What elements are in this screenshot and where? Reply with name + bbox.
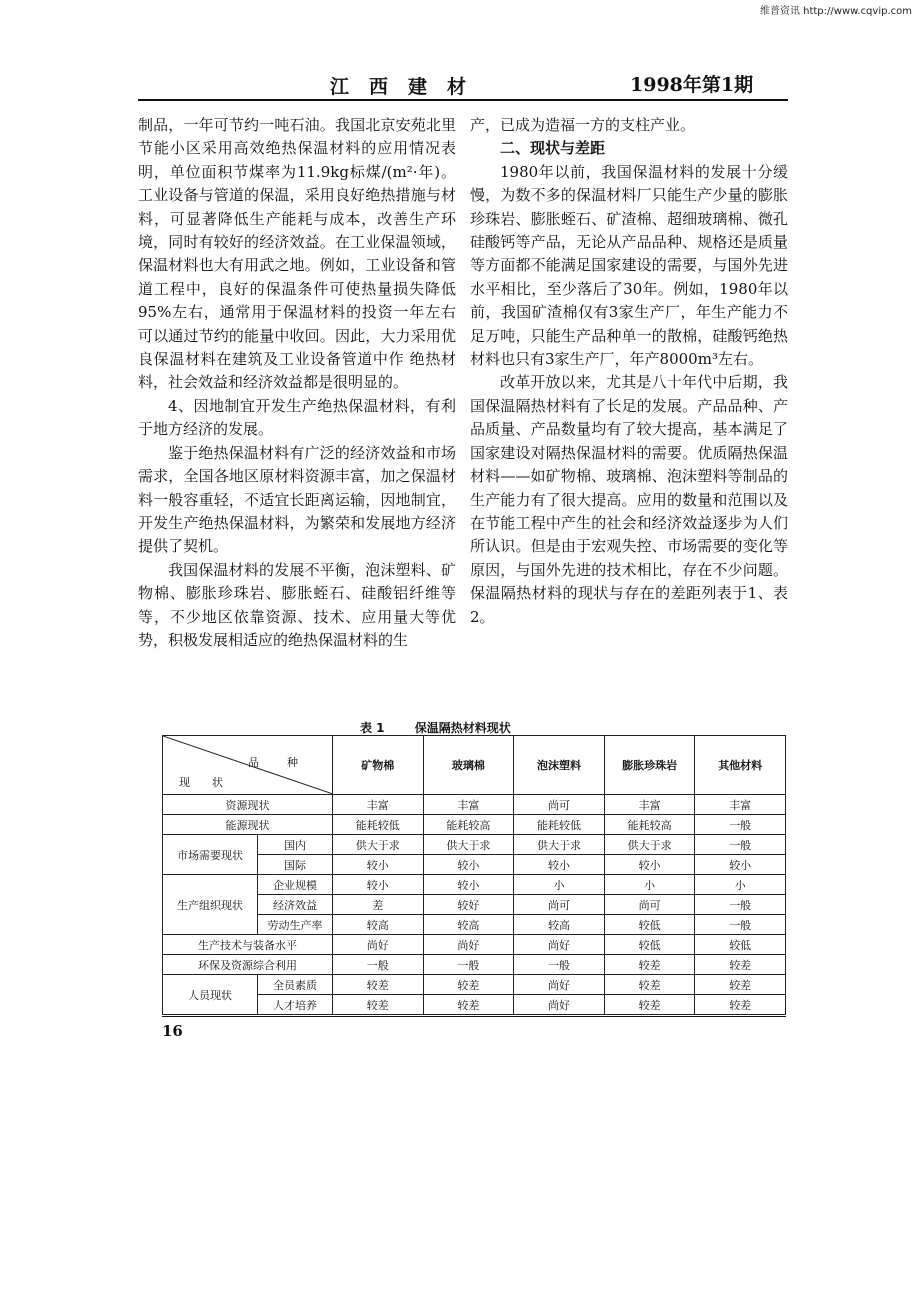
- row-label: 资源现状: [163, 795, 333, 815]
- row-label: 生产技术与装备水平: [163, 935, 333, 955]
- table-cell: 较低: [604, 915, 695, 935]
- column-header: 其他材料: [695, 736, 786, 795]
- table-row: [163, 955, 786, 975]
- table-cell: 能耗较高: [423, 815, 514, 835]
- table-cell: 较高: [514, 915, 605, 935]
- row-sub-label: 经济效益: [258, 895, 333, 915]
- table-cell: 较好: [423, 895, 514, 915]
- table-cell: 一般: [514, 955, 605, 975]
- row-group-label: 生产组织现状: [163, 875, 258, 935]
- row-sub-label: 人才培养: [258, 995, 333, 1015]
- table-caption: [360, 719, 537, 736]
- table-header-row: [163, 736, 786, 795]
- table-row: [163, 875, 786, 895]
- row-sub-label: 企业规模: [258, 875, 333, 895]
- table-cell: 供大于求: [514, 835, 605, 855]
- table-cell: 较高: [333, 915, 424, 935]
- row-group-label: 市场需要现状: [163, 835, 258, 875]
- table-cell: 差: [333, 895, 424, 915]
- table-cell: 一般: [695, 815, 786, 835]
- table-cell: 较小: [333, 855, 424, 875]
- table-cell: 较小: [604, 855, 695, 875]
- table-cell: 供大于求: [333, 835, 424, 855]
- table-cell: 能耗较高: [604, 815, 695, 835]
- table-cell: 较差: [333, 975, 424, 995]
- row-group-label: 人员现状: [163, 975, 258, 1015]
- paragraph: 鉴于绝热保温材料有广泛的经济效益和市场需求，全国各地区原材料资源丰富，加之保温材料一般容重轻，不适宜长距离运输，因地制宜，开发生产绝热保温材料，为繁荣和发展地方经济提供了契机。: [138, 443, 456, 556]
- table-cell: 丰富: [333, 795, 424, 815]
- table-cell: 能耗较低: [333, 815, 424, 835]
- table-cell: 一般: [695, 895, 786, 915]
- table-cell: 小: [695, 875, 786, 895]
- row-sub-label: 国际: [258, 855, 333, 875]
- column-header: 矿物棉: [333, 736, 424, 795]
- paragraph: 制品，一年可节约一吨石油。我国北京安苑北里节能小区采用高效绝热保温材料的应用情况表明，单位面积节煤率为11.9kg标煤/(m²·年)。工业设备与管道的保温，采用良好绝热措施与材料，可显著降低生产能耗与成本，改善生产环境，同时有较好的经济效益。在工业保温领域，保温材料也大有用武之地。例如，工业设备和管道工程中，良好的保温条件可使热量损失降低95%左右，通常用于保温材料的投资一年左右可以通过节约的能量中收回。因此，大力采用优良保温材料在建筑及工业设备管道中作 绝热材料，社会效益和经济效益都是很明显的。: [138, 116, 456, 392]
- table-cell: 较差: [695, 955, 786, 975]
- table-cell: 较差: [333, 995, 424, 1015]
- row-sub-label: 劳动生产率: [258, 915, 333, 935]
- issue-label: 1998年第1期: [630, 74, 754, 96]
- table-cell: 较高: [423, 915, 514, 935]
- table-bottom-rule: [162, 1016, 786, 1017]
- table-cell: 较差: [604, 955, 695, 975]
- table-cell: 较差: [423, 995, 514, 1015]
- paragraph: 1980年以前，我国保温材料的发展十分缓慢，为数不多的保温材料厂只能生产少量的膨胀珍珠岩、膨胀蛭石、矿渣棉、超细玻璃棉、微孔硅酸钙等产品，无论从产品品种、规格还是质量等方面都不能满足国家建设的需要，与国外先进水平相比，至少落后了30年。例如，1980年以前，我国矿渣棉仅有3家生产厂，年生产能力不足万吨，只能生产品种单一的散棉，硅酸钙绝热材料也只有3家生产厂，年产8000m³左右。: [470, 162, 788, 369]
- table-cell: 较低: [695, 935, 786, 955]
- section-heading: 二、现状与差距: [500, 139, 606, 158]
- table-cell: 较差: [423, 975, 514, 995]
- table-corner-cell: [163, 736, 333, 795]
- table-cell: 较差: [695, 995, 786, 1015]
- watermark: 维普资讯 http://www.cqvip.com: [759, 6, 912, 17]
- row-sub-label: 国内: [258, 835, 333, 855]
- table-cell: 较小: [423, 855, 514, 875]
- table-cell: 较差: [695, 975, 786, 995]
- table-cell: 较小: [423, 875, 514, 895]
- table-cell: 尚好: [423, 935, 514, 955]
- column-header: 泡沫塑料: [514, 736, 605, 795]
- paragraph: 产，已成为造福一方的支柱产业。: [470, 116, 696, 134]
- table-cell: 一般: [695, 835, 786, 855]
- table-row: [163, 795, 786, 815]
- paragraph: 改革开放以来，尤其是八十年代中后期，我国保温隔热材料有了长足的发展。产品品种、产品质量、产品数量均有了较大提高，基本满足了国家建设对隔热保温材料的需要。优质隔热保温材料——如矿物棉、玻璃棉、泡沫塑料等制品的生产能力有了很大提高。应用的数量和范围以及在节能工程中产生的社会和经济效益逐步为人们所认识。但是由于宏观失控、市场需要的变化等原因，与国外先进的技术相比，存在不少问题。保温隔热材料的现状与存在的差距列表于1、表2。: [470, 373, 788, 626]
- table-cell: 较低: [604, 935, 695, 955]
- table-cell: 尚可: [604, 895, 695, 915]
- right-column: [470, 114, 788, 629]
- column-header: 膨胀珍珠岩: [604, 736, 695, 795]
- table-cell: 尚可: [514, 895, 605, 915]
- table-caption-title: 保温隔热材料现状: [414, 721, 511, 735]
- table-cell: 较差: [604, 995, 695, 1015]
- table-cell: 丰富: [604, 795, 695, 815]
- left-column: [138, 114, 456, 652]
- table-cell: 一般: [333, 955, 424, 975]
- table-cell: 丰富: [423, 795, 514, 815]
- table-cell: 能耗较低: [514, 815, 605, 835]
- table-cell: 一般: [695, 915, 786, 935]
- materials-status-table: [162, 735, 786, 1015]
- corner-bottom-label: 现状: [179, 776, 245, 789]
- table-cell: 供大于求: [604, 835, 695, 855]
- row-label: 能源现状: [163, 815, 333, 835]
- table-cell: 尚好: [514, 935, 605, 955]
- journal-title: 江西建材: [330, 76, 487, 98]
- column-header: 玻璃棉: [423, 736, 514, 795]
- page-number: 16: [162, 1022, 183, 1040]
- table-cell: 尚好: [514, 995, 605, 1015]
- table-row: [163, 815, 786, 835]
- table-cell: 小: [514, 875, 605, 895]
- table-caption-number: 表 1: [360, 721, 385, 735]
- table-cell: 较小: [695, 855, 786, 875]
- row-sub-label: 全员素质: [258, 975, 333, 995]
- row-label: 环保及资源综合利用: [163, 955, 333, 975]
- table-cell: 较小: [514, 855, 605, 875]
- table-cell: 尚好: [514, 975, 605, 995]
- paragraph: 我国保温材料的发展不平衡，泡沫塑料、矿物棉、膨胀珍珠岩、膨胀蛭石、硅酸铝纤维等等，不少地区依靠资源、技术、应用量大等优势，积极发展相适应的绝热保温材料的生: [138, 560, 456, 649]
- table-cell: 丰富: [695, 795, 786, 815]
- table-row: [163, 835, 786, 855]
- paragraph: 4、因地制宜开发生产绝热保温材料，有利于地方经济的发展。: [138, 396, 456, 439]
- table-cell: 一般: [423, 955, 514, 975]
- table-cell: 较差: [604, 975, 695, 995]
- table-cell: 尚可: [514, 795, 605, 815]
- table-cell: 较小: [333, 875, 424, 895]
- table-cell: 小: [604, 875, 695, 895]
- table-cell: 尚好: [333, 935, 424, 955]
- table-row: [163, 935, 786, 955]
- corner-top-label: 品种: [248, 756, 326, 769]
- header-rule: [138, 99, 788, 101]
- table-cell: 供大于求: [423, 835, 514, 855]
- table-row: [163, 975, 786, 995]
